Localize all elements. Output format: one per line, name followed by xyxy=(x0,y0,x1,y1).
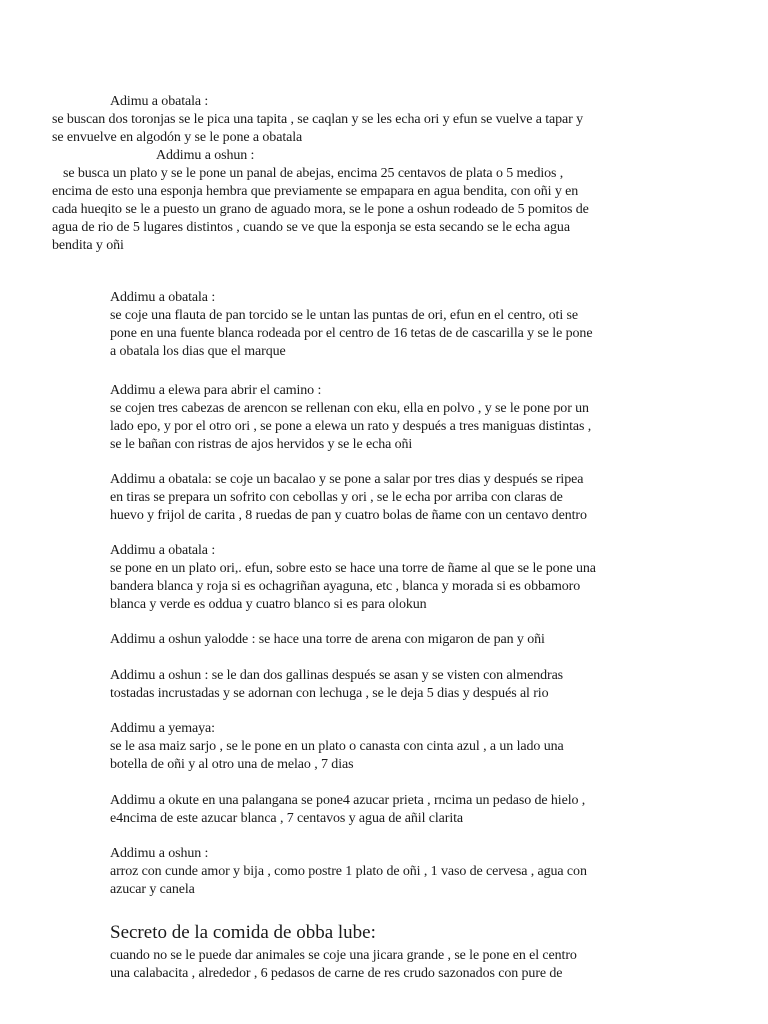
text-line: Addimu a obatala : xyxy=(110,290,216,305)
text-line: Addimu a oshun : xyxy=(156,148,255,163)
text-line: pone en una fuente blanca rodeada por el centro de 16 tetas de de cascarilla y se le pone xyxy=(110,326,593,341)
text-line: encima de esto una esponja hembra que previamente se empapara en agua bendita, con oñi y en xyxy=(52,184,579,199)
text-line: Adimu a obatala : xyxy=(110,94,209,109)
text-line: Addimu a okute en una palangana se pone4 azucar prieta , rncima un pedaso de hielo , xyxy=(110,793,586,808)
text-line: cuando no se le puede dar animales se coje una jicara grande , se le pone en el centro xyxy=(110,948,577,963)
section-heading: Secreto de la comida de obba lube: xyxy=(110,922,376,943)
text-line: cada hueqito se le a puesto un grano de aguado mora, se le pone a oshun rodeado de 5 pomitos de xyxy=(52,202,589,217)
text-line: tostadas incrustadas y se adornan con lechuga , se le deja 5 dias y después al rio xyxy=(110,686,549,701)
text-line: se envuelve en algodón y se le pone a obatala xyxy=(52,130,303,145)
text-line: e4ncima de este azucar blanca , 7 centavos y agua de añil clarita xyxy=(110,811,464,826)
text-line: se le asa maiz sarjo , se le pone en un plato o canasta con cinta azul , a un lado una xyxy=(110,739,564,754)
text-line: Addimu a oshun : xyxy=(110,846,209,861)
text-line: arroz con cunde amor y bija , como postre 1 plato de oñi , 1 vaso de cervesa , agua con xyxy=(110,864,587,879)
text-line: se pone en un plato ori,. efun, sobre esto se hace una torre de ñame al que se le pone una xyxy=(110,561,596,576)
text-line: en tiras se prepara un sofrito con cebollas y ori , se le echa por arriba con claras de xyxy=(110,490,563,505)
text-line: huevo y frijol de carita , 8 ruedas de pan y cuatro bolas de ñame con un centavo dentro xyxy=(110,508,587,523)
text-line: lado epo, y por el otro ori , se pone a elewa un rato y después a tres maniguas distintas , xyxy=(110,419,592,434)
text-line: a obatala los dias que el marque xyxy=(110,344,286,359)
text-line: agua de rio de 5 lugares distintos , cuando se ve que la esponja se esta secando se le echa agua xyxy=(52,220,570,235)
text-line: Addimu a elewa para abrir el camino : xyxy=(110,383,322,398)
text-line: se busca un plato y se le pone un panal de abejas, encima 25 centavos de plata o 5 medios , xyxy=(63,166,564,181)
text-line: se buscan dos toronjas se le pica una tapita , se caqlan y se les echa ori y efun se vuelve a tapar y xyxy=(52,112,584,127)
text-line: Addimu a obatala : xyxy=(110,543,216,558)
text-line: botella de oñi y al otro una de melao , 7 dias xyxy=(110,757,354,772)
text-line: azucar y canela xyxy=(110,882,195,897)
text-line: Addimu a yemaya: xyxy=(110,721,215,736)
text-line: una calabacita , alrededor , 6 pedasos de carne de res crudo sazonados con pure de xyxy=(110,966,563,981)
text-line: Addimu a oshun : se le dan dos gallinas después se asan y se visten con almendras xyxy=(110,668,564,683)
text-line: bendita y oñi xyxy=(52,238,124,253)
text-line: se cojen tres cabezas de arencon se rellenan con eku, ella en polvo , y se le pone por un xyxy=(110,401,589,416)
text-line: Addimu a oshun yalodde : se hace una torre de arena con migaron de pan y oñi xyxy=(110,632,545,647)
text-line: se le bañan con ristras de ajos hervidos y se le echa oñi xyxy=(110,437,413,452)
text-line: blanca y verde es oddua y cuatro blanco si es para olokun xyxy=(110,597,427,612)
text-line: bandera blanca y roja si es ochagriñan ayaguna, etc , blanca y morada si es obbamoro xyxy=(110,579,581,594)
text-line: se coje una flauta de pan torcido se le untan las puntas de ori, efun en el centro, oti se xyxy=(110,308,578,323)
text-line: Addimu a obatala: se coje un bacalao y se pone a salar por tres dias y después se ripea xyxy=(110,472,584,487)
